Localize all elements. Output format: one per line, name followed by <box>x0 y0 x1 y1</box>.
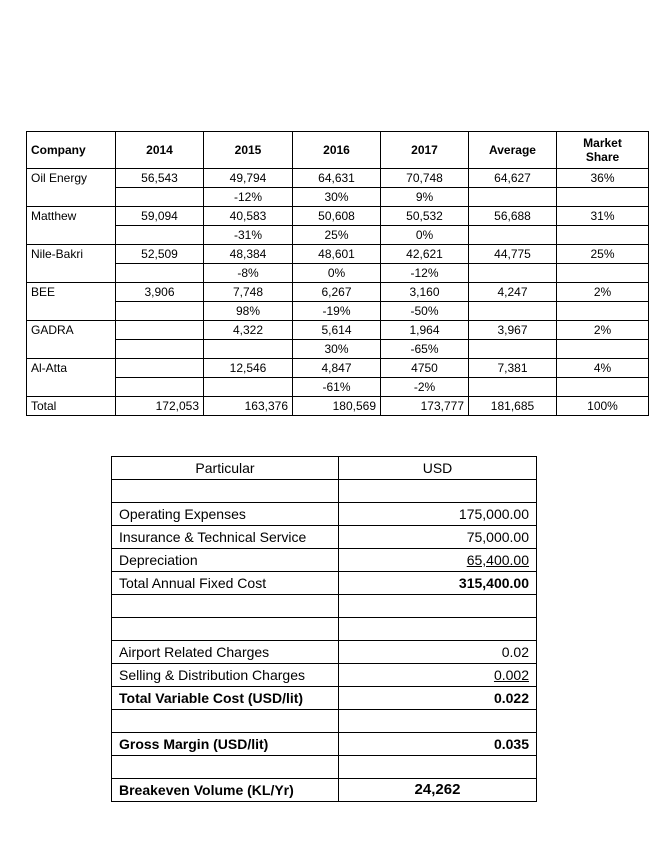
header-particular: Particular <box>112 457 339 480</box>
depreciation-label: Depreciation <box>112 549 339 572</box>
header-2014: 2014 <box>116 132 204 169</box>
change-2016-cell: 30% <box>293 188 381 207</box>
selling-label: Selling & Distribution Charges <box>112 664 339 687</box>
average-cell: 56,688 <box>469 207 557 226</box>
table-row <box>27 283 649 302</box>
change-2017-cell: -12% <box>381 264 469 283</box>
total-fixed-label: Total Annual Fixed Cost <box>112 572 339 595</box>
header-2015: 2015 <box>204 132 293 169</box>
value-2014-cell <box>116 359 204 378</box>
average-cell-blank <box>469 378 557 397</box>
table-row-change <box>27 226 649 245</box>
change-2015-cell: -8% <box>204 264 293 283</box>
value-2015-cell: 4,322 <box>204 321 293 340</box>
header-average: Average <box>469 132 557 169</box>
change-2017-cell: -65% <box>381 340 469 359</box>
airport-value: 0.02 <box>339 641 537 664</box>
value-2015-cell: 48,384 <box>204 245 293 264</box>
value-2017-cell: 1,964 <box>381 321 469 340</box>
operating-expenses-label: Operating Expenses <box>112 503 339 526</box>
market-share-table <box>26 131 649 416</box>
average-cell-blank <box>469 264 557 283</box>
value-2014-cell: 3,906 <box>116 283 204 302</box>
value-2015-cell: 40,583 <box>204 207 293 226</box>
table-row-change <box>27 188 649 207</box>
blank-row <box>112 480 537 503</box>
insurance-value: 75,000.00 <box>339 526 537 549</box>
change-2014-cell <box>116 188 204 207</box>
market-table-body <box>27 169 649 416</box>
market-share-cell: 2% <box>557 321 649 340</box>
change-2017-cell: -2% <box>381 378 469 397</box>
average-cell: 44,775 <box>469 245 557 264</box>
blank-row <box>112 756 537 779</box>
average-cell: 4,247 <box>469 283 557 302</box>
market-share-cell: 4% <box>557 359 649 378</box>
breakeven-value: 24,262 <box>339 779 537 802</box>
insurance-label: Insurance & Technical Service <box>112 526 339 549</box>
table-row-change <box>27 340 649 359</box>
table-row <box>27 207 649 226</box>
change-2014-cell <box>116 226 204 245</box>
market-share-cell: 31% <box>557 207 649 226</box>
header-2016: 2016 <box>293 132 381 169</box>
airport-row <box>112 641 537 664</box>
table-row <box>27 245 649 264</box>
change-2017-cell: 9% <box>381 188 469 207</box>
company-cell: Nile-Bakri <box>27 245 116 264</box>
company-cell: Matthew <box>27 207 116 226</box>
operating-expenses-row <box>112 503 537 526</box>
market-share-cell: 2% <box>557 283 649 302</box>
operating-expenses-value: 175,000.00 <box>339 503 537 526</box>
header-company: Company <box>27 132 116 169</box>
total-variable-value: 0.022 <box>339 687 537 710</box>
header-market-share <box>557 132 649 169</box>
total-2014: 172,053 <box>116 397 204 416</box>
total-share: 100% <box>557 397 649 416</box>
total-fixed-value: 315,400.00 <box>339 572 537 595</box>
total-average: 181,685 <box>469 397 557 416</box>
blank-row <box>112 595 537 618</box>
value-2014-cell: 59,094 <box>116 207 204 226</box>
gross-margin-label: Gross Margin (USD/lit) <box>112 733 339 756</box>
company-cell-blank <box>27 226 116 245</box>
breakeven-label: Breakeven Volume (KL/Yr) <box>112 779 339 802</box>
market-share-cell-blank <box>557 340 649 359</box>
header-market-share-line1: Market <box>583 136 622 150</box>
value-2015-cell: 49,794 <box>204 169 293 188</box>
table-row <box>27 169 649 188</box>
value-2014-cell <box>116 321 204 340</box>
average-cell-blank <box>469 188 557 207</box>
value-2016-cell: 4,847 <box>293 359 381 378</box>
total-row <box>27 397 649 416</box>
breakeven-header-row <box>112 457 537 480</box>
change-2016-cell: 30% <box>293 340 381 359</box>
value-2014-cell: 52,509 <box>116 245 204 264</box>
breakeven-row <box>112 779 537 802</box>
market-share-cell-blank <box>557 226 649 245</box>
market-share-cell: 25% <box>557 245 649 264</box>
change-2016-cell: -19% <box>293 302 381 321</box>
total-fixed-row <box>112 572 537 595</box>
selling-row <box>112 664 537 687</box>
header-2017: 2017 <box>381 132 469 169</box>
average-cell: 3,967 <box>469 321 557 340</box>
value-2016-cell: 50,608 <box>293 207 381 226</box>
company-cell-blank <box>27 264 116 283</box>
company-cell: Oil Energy <box>27 169 116 188</box>
change-2016-cell: 0% <box>293 264 381 283</box>
value-2017-cell: 50,532 <box>381 207 469 226</box>
value-2016-cell: 6,267 <box>293 283 381 302</box>
total-2016: 180,569 <box>293 397 381 416</box>
change-2015-cell <box>204 340 293 359</box>
total-variable-label: Total Variable Cost (USD/lit) <box>112 687 339 710</box>
average-cell: 64,627 <box>469 169 557 188</box>
value-2017-cell: 4750 <box>381 359 469 378</box>
value-2015-cell: 7,748 <box>204 283 293 302</box>
company-cell: Al-Atta <box>27 359 116 378</box>
average-cell-blank <box>469 226 557 245</box>
total-variable-row <box>112 687 537 710</box>
table-row <box>27 321 649 340</box>
change-2016-cell: -61% <box>293 378 381 397</box>
table-row <box>27 359 649 378</box>
value-2016-cell: 5,614 <box>293 321 381 340</box>
change-2015-cell: -31% <box>204 226 293 245</box>
market-share-cell-blank <box>557 302 649 321</box>
gross-margin-value: 0.035 <box>339 733 537 756</box>
value-2016-cell: 64,631 <box>293 169 381 188</box>
breakeven-table <box>111 456 537 802</box>
total-label: Total <box>27 397 116 416</box>
average-cell-blank <box>469 340 557 359</box>
change-2017-cell: 0% <box>381 226 469 245</box>
change-2014-cell <box>116 264 204 283</box>
change-2014-cell <box>116 302 204 321</box>
company-cell-blank <box>27 302 116 321</box>
table-row-change <box>27 378 649 397</box>
company-cell-blank <box>27 340 116 359</box>
depreciation-value: 65,400.00 <box>466 552 529 568</box>
selling-value: 0.002 <box>493 667 529 683</box>
blank-row <box>112 618 537 641</box>
table-row-change <box>27 302 649 321</box>
value-2017-cell: 42,621 <box>381 245 469 264</box>
market-share-cell-blank <box>557 378 649 397</box>
market-share-cell-blank <box>557 188 649 207</box>
company-cell-blank <box>27 188 116 207</box>
value-2015-cell: 12,546 <box>204 359 293 378</box>
table-header-row <box>27 132 649 169</box>
average-cell: 7,381 <box>469 359 557 378</box>
table-row-change <box>27 264 649 283</box>
company-cell-blank <box>27 378 116 397</box>
value-2017-cell: 3,160 <box>381 283 469 302</box>
insurance-row <box>112 526 537 549</box>
header-usd: USD <box>339 457 537 480</box>
company-cell: GADRA <box>27 321 116 340</box>
total-2017: 173,777 <box>381 397 469 416</box>
depreciation-row <box>112 549 537 572</box>
change-2016-cell: 25% <box>293 226 381 245</box>
header-market-share-line2: Share <box>585 150 620 164</box>
value-2016-cell: 48,601 <box>293 245 381 264</box>
change-2015-cell: -12% <box>204 188 293 207</box>
value-2017-cell: 70,748 <box>381 169 469 188</box>
blank-row <box>112 710 537 733</box>
average-cell-blank <box>469 302 557 321</box>
change-2014-cell <box>116 340 204 359</box>
market-share-cell: 36% <box>557 169 649 188</box>
total-2015: 163,376 <box>204 397 293 416</box>
market-share-cell-blank <box>557 264 649 283</box>
gross-margin-row <box>112 733 537 756</box>
change-2017-cell: -50% <box>381 302 469 321</box>
company-cell: BEE <box>27 283 116 302</box>
value-2014-cell: 56,543 <box>116 169 204 188</box>
airport-label: Airport Related Charges <box>112 641 339 664</box>
change-2015-cell: 98% <box>204 302 293 321</box>
change-2014-cell <box>116 378 204 397</box>
change-2015-cell <box>204 378 293 397</box>
